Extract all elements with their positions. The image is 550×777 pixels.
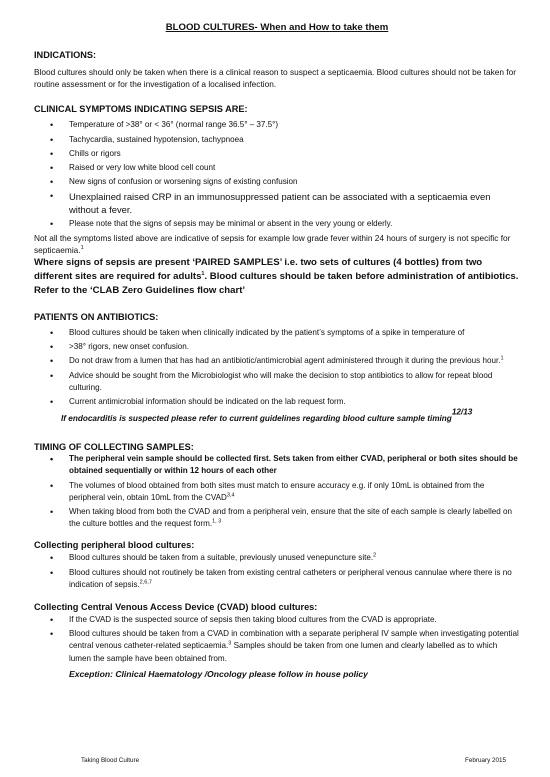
- endocarditis-text: If endocarditis is suspected please refer to current guidelines regarding blood culture sample timing: [61, 414, 452, 424]
- list-item: • Tachycardia, sustained hypotension, tachypnoea: [69, 134, 520, 146]
- cvad-list: [34, 614, 520, 665]
- reference-sup: 3: [228, 640, 232, 647]
- document-page: [34, 22, 520, 679]
- list-item: • Blood cultures should be taken when clinically indicated by the patient’s symptoms of a spike in temperature of: [69, 327, 520, 339]
- timing-heading: TIMING OF COLLECTING SAMPLES:: [34, 442, 194, 453]
- symptoms-section: [34, 104, 520, 298]
- list-item: • The peripheral vein sample should be collected first. Sets taken from either CVAD, peripheral or both sites should be obtained sequentially or within 12 hours of each other: [69, 453, 520, 477]
- symptoms-heading: CLINICAL SYMPTOMS INDICATING SEPSIS ARE:: [34, 104, 248, 115]
- reference-sup: 12/13: [451, 407, 473, 417]
- list-item: • Advice should be sought from the Microbiologist who will make the decision to stop antibiotics to allow for repeat blood culturing.: [69, 370, 520, 394]
- list-item: • Please note that the signs of sepsis may be minimal or absent in the very young or elderly.: [69, 218, 520, 230]
- list-item: • New signs of confusion or worsening signs of existing confusion: [69, 176, 520, 188]
- reference-sup: 1: [500, 355, 504, 362]
- peripheral-heading: Collecting peripheral blood cultures:: [34, 540, 195, 551]
- reference-sup: 1: [80, 245, 84, 252]
- reference-sup: 3,4: [226, 492, 235, 499]
- symptoms-list: [34, 119, 520, 230]
- indications-heading: INDICATIONS:: [34, 50, 97, 60]
- reference-sup: 2,6,7: [139, 579, 152, 586]
- item-text: When taking blood from both the CVAD and from a peripheral vein, ensure that the site of each sample is clearly labelled on the culture bottles and the request form.: [69, 507, 513, 529]
- list-item: [69, 552, 520, 564]
- cvad-exception: Exception: Clinical Haematology /Oncology please follow in house policy: [69, 668, 368, 679]
- list-item: [69, 567, 520, 591]
- cvad-heading: Collecting Central Venous Access Device (CVAD) blood cultures:: [34, 602, 318, 613]
- list-item: [69, 506, 520, 530]
- item-text: Blood cultures should be taken from a CVAD in combination with a separate peripheral IV sample when investigating potential central venous catheter-related septicaemia.: [69, 629, 519, 651]
- page-footer: [81, 757, 506, 764]
- list-item: • If the CVAD is the suspected source of sepsis then taking blood cultures from the CVAD is appropriate.: [69, 614, 520, 626]
- antibiotics-section: [34, 312, 520, 426]
- cvad-section: [34, 602, 520, 679]
- list-item: • Temperature of >38° or < 36° (normal range 36.5° – 37.5°): [69, 119, 520, 131]
- list-item: • >38° rigors, new onset confusion.: [69, 341, 520, 353]
- antibiotics-heading: PATIENTS ON ANTIBIOTICS:: [34, 312, 159, 323]
- antibiotics-list: [34, 327, 520, 408]
- timing-section: [34, 442, 520, 530]
- footer-right: February 2015: [465, 757, 506, 764]
- reference-sup: 1, 3: [212, 518, 222, 525]
- peripheral-list: [34, 552, 520, 591]
- item-text: Blood cultures should be taken from a suitable, previously unused venepuncture site.: [69, 553, 374, 563]
- indications-section: [34, 50, 520, 90]
- item-text: Samples should be taken from one lumen and clearly labelled as to which lumen the sample have been obtained from.: [69, 641, 498, 663]
- list-item: • Current antimicrobial information should be indicated on the lab request form.: [69, 396, 520, 408]
- item-text: Blood cultures should not routinely be taken from existing central catheters or peripheral venous cannulae where there is no indication of sepsis.: [69, 567, 512, 589]
- list-item: • Raised or very low white blood cell count: [69, 162, 520, 174]
- note-text: Not all the symptoms listed above are indicative of sepsis for example low grade fever within 24 hours of surgery is not specific for septicaemia.: [34, 232, 511, 255]
- page-title: BLOOD CULTURES- When and How to take them: [165, 22, 389, 33]
- item-text: The volumes of blood obtained from both sites must match to ensure accuracy e.g. if only 10mL is obtained from the peripheral vein, obtain 10mL from the CVAD: [69, 480, 485, 502]
- timing-list: [34, 453, 520, 530]
- footer-left: Taking Blood Culture: [81, 757, 140, 764]
- paired-text-b: . Blood cultures should be taken before administration of antibiotics. Refer to the ‘CLAB Zero Guidelines flow chart’: [34, 271, 519, 297]
- endocarditis-note: [61, 408, 520, 426]
- paired-text-a: Where signs of sepsis are present ‘PAIRED SAMPLES’ i.e. two sets of cultures (4 bottles) from two different sites are required for adults: [34, 257, 483, 283]
- list-item: [69, 628, 520, 665]
- item-text: Do not draw from a lumen that has had an antibiotic/antimicrobial agent administered through it during the previous hour.: [69, 356, 501, 366]
- list-item: [69, 355, 520, 367]
- paired-samples-note: [34, 256, 520, 298]
- list-item: • Chills or rigors: [69, 148, 520, 160]
- list-item: [69, 480, 520, 504]
- list-item: • Unexplained raised CRP in an immunosuppressed patient can be associated with a septicaemia even without a fever.: [69, 190, 520, 216]
- reference-sup: 1: [201, 270, 205, 277]
- reference-sup: 2: [373, 552, 377, 559]
- symptoms-note: [34, 232, 520, 256]
- peripheral-section: [34, 540, 520, 591]
- indications-text: Blood cultures should only be taken when there is a clinical reason to suspect a septicaemia. Blood cultures should not be taken for routine assessment or for the investigation of a localised infection.: [34, 67, 516, 90]
